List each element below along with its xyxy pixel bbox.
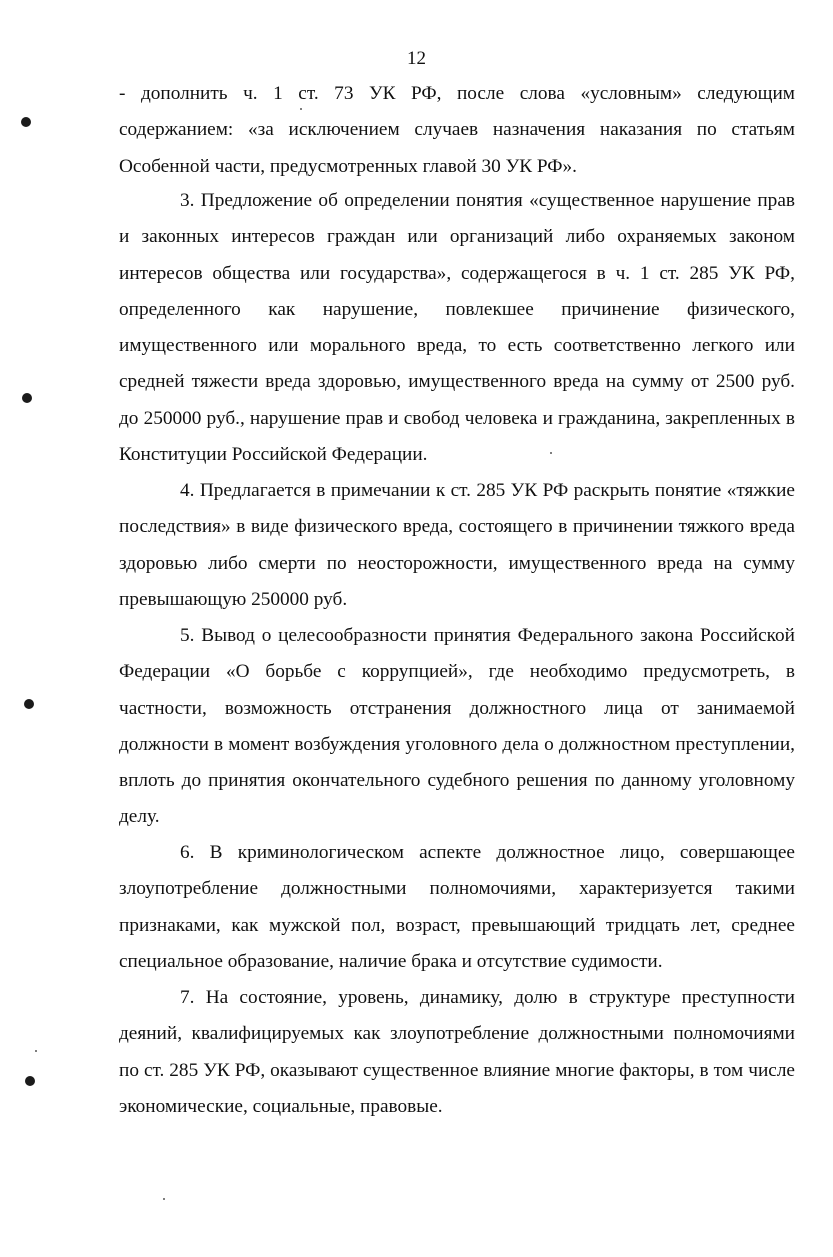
page-number: 12 — [407, 48, 426, 69]
paragraph-item-7: 7. На состояние, уровень, динамику, долю в структуре преступности деяний, квалифицируемых как злоупотребление должностными полномочиями по ст. 285 УК РФ, оказывают существенное влияние многие факторы, в том числе экономические, социальные, правовые. — [119, 987, 795, 1117]
punch-hole-mark — [24, 699, 34, 709]
paragraph-continuation: - дополнить ч. 1 ст. 73 УК РФ, после слова «условным» следующим содержанием: «за исключением случаев назначения наказания по статьям Особенной части, предусмотренных главой 30 УК РФ». — [119, 83, 795, 177]
scan-speck — [163, 1198, 165, 1200]
scan-speck — [35, 1050, 37, 1052]
paragraph-item-4: 4. Предлагается в примечании к ст. 285 УК РФ раскрыть понятие «тяжкие последствия» в виде физического вреда, состоящего в причинении тяжкого вреда здоровью либо смерти по неосторожности, имущественного вреда на сумму превышающую 250000 руб. — [119, 480, 795, 610]
scan-speck — [300, 108, 302, 110]
punch-hole-mark — [21, 117, 31, 127]
punch-hole-mark — [22, 393, 32, 403]
scan-speck — [550, 452, 552, 454]
punch-hole-mark — [25, 1076, 35, 1086]
paragraph-item-6: 6. В криминологическом аспекте должностное лицо, совершающее злоупотребление должностными полномочиями, характеризуется такими признаками, как мужской пол, возраст, превышающий тридцать лет, среднее специальное образование, наличие брака и отсутствие судимости. — [119, 842, 795, 972]
paragraph-item-3: 3. Предложение об определении понятия «существенное нарушение прав и законных интересов граждан или организаций либо охраняемых законом интересов общества или государства», содержащегося в ч. 1 ст. 285 УК РФ, определенного как нарушение, повлекшее причинение физического, имущественного или морального вреда, то есть соответственно легкого или средней тяжести вреда здоровью, имущественного вреда на сумму от 2500 руб. до 250000 руб., нарушение прав и свобод человека и гражданина, закрепленных в Конституции Российской Федерации. — [119, 190, 795, 466]
paragraph-item-5: 5. Вывод о целесообразности принятия Федерального закона Российской Федерации «О борьбе с коррупцией», где необходимо предусмотреть, в частности, возможность отстранения должностного лица от занимаемой должности в момент возбуждения уголовного дела о должностном преступлении, вплоть до принятия окончательного судебного решения по данному уголовному делу. — [119, 625, 795, 828]
